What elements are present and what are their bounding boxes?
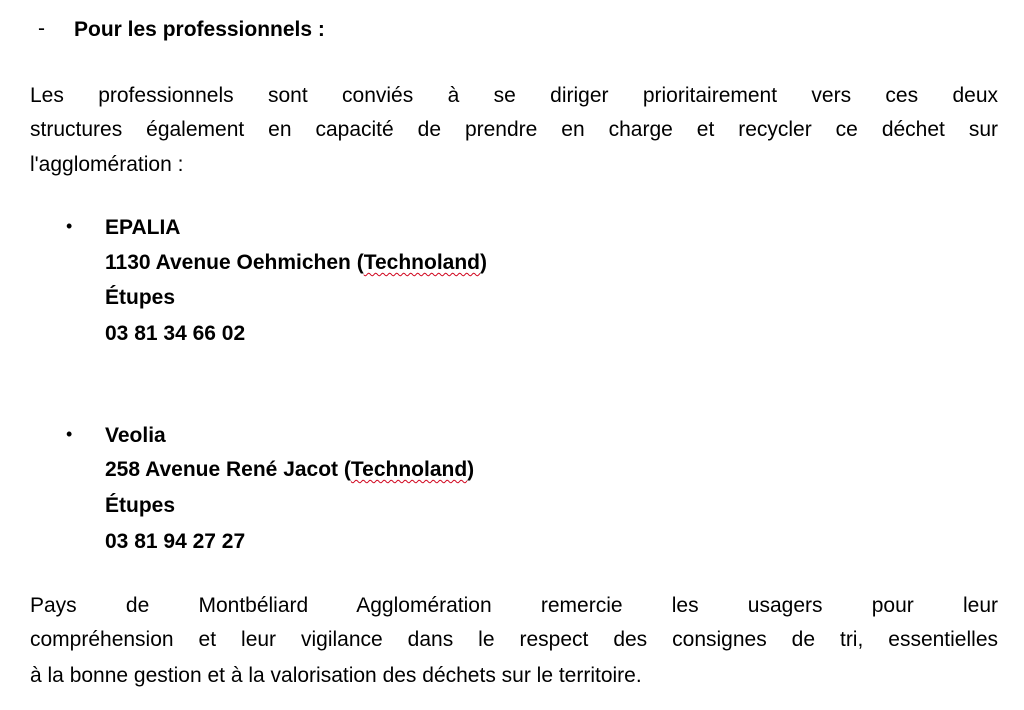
structure-phone: 03 81 94 27 27 <box>105 530 246 553</box>
address-text: 1130 Avenue Oehmichen ( <box>105 251 364 274</box>
spellcheck-flagged-word: Technoland <box>350 458 468 481</box>
structure-name: EPALIA <box>105 216 181 239</box>
address-text: 258 Avenue René Jacot ( <box>105 458 351 481</box>
address-text: ) <box>480 251 487 274</box>
intro-line: Les professionnels sont conviés à se diriger prioritairement vers ces deux <box>30 84 998 107</box>
structure-name: Veolia <box>105 424 166 447</box>
structure-city: Étupes <box>105 286 176 309</box>
structure-city: Étupes <box>105 494 176 517</box>
closing-line: compréhension et leur vigilance dans le respect des consignes de tri, essentielles <box>30 628 998 651</box>
intro-line: structures également en capacité de prendre en charge et recycler ce déchet sur <box>30 118 998 141</box>
structure-phone: 03 81 34 66 02 <box>105 322 246 345</box>
section-heading: Pour les professionnels : <box>74 18 325 41</box>
structure-address <box>105 457 474 483</box>
structure-address <box>105 250 487 276</box>
bullet-icon: • <box>66 424 73 444</box>
intro-line: l'agglomération : <box>30 153 184 176</box>
address-text: ) <box>467 458 475 481</box>
spellcheck-flagged-word: Technoland <box>363 251 480 274</box>
closing-line: Pays de Montbéliard Agglomération remercie les usagers pour leur <box>30 594 998 617</box>
bullet-icon: • <box>66 216 73 236</box>
closing-line: à la bonne gestion et à la valorisation des déchets sur le territoire. <box>30 664 642 687</box>
heading-dash: - <box>38 17 45 40</box>
